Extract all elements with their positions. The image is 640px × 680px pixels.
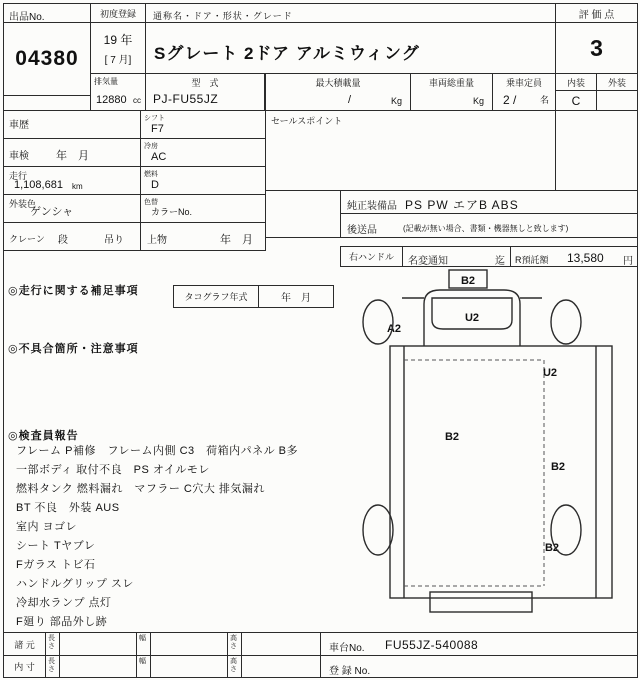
uwamono-label: 上物	[147, 235, 167, 246]
equipment-cell	[340, 190, 638, 214]
handle-label: 右ハンドル	[348, 252, 394, 262]
interior-label: 内装	[566, 77, 585, 88]
mileage-label: 走行	[9, 171, 28, 181]
specs-label-cell	[3, 632, 46, 656]
exhibit-no-label: 出品No.	[9, 12, 45, 23]
crane-dan-label: 段	[58, 235, 68, 246]
report-line: 燃料タンク 燃料漏れ マフラー C穴大 排気漏れ	[16, 483, 265, 495]
max-load-value: /	[348, 94, 352, 106]
registration-no-cell	[320, 655, 638, 678]
deposit-unit: 円	[623, 256, 633, 267]
equipment-value: PS PW エアB ABS	[405, 198, 519, 212]
specs-length-label-cell: 長さ	[45, 632, 60, 656]
inspector-heading: ◎検査員報告	[8, 430, 79, 442]
shift-label: シフト	[144, 115, 165, 122]
exhibit-no-cell	[3, 22, 91, 96]
fuel-value: D	[151, 179, 159, 191]
inspection-cell	[3, 138, 141, 167]
report-line: フレーム P補修 フレーム内側 C3 荷箱内パネル B多	[16, 445, 299, 457]
exhibit-no-blank-cell	[3, 95, 91, 111]
gross-weight-cell	[410, 73, 493, 111]
sales-point-right-blank-cell	[555, 110, 638, 191]
sales-point-cell	[265, 110, 556, 191]
first-reg-month: [ 7 月]	[104, 54, 132, 66]
chassis-no-value: FU55JZ-540088	[385, 638, 479, 652]
specs-height-label-cell: 高さ	[227, 632, 242, 656]
vehicle-name-label: 通称名・ドア・形状・グレード	[153, 11, 293, 21]
report-line: 一部ボディ 取付不良 PS オイルモレ	[16, 464, 210, 476]
fuel-label: 燃料	[144, 171, 158, 178]
ac-cell	[140, 138, 266, 167]
report-line: BT 不良 外装 AUS	[16, 502, 120, 514]
tacho-value: 年 月	[281, 293, 311, 304]
first-reg-header-cell	[90, 3, 146, 23]
inner-dims-label: 内 寸	[14, 662, 35, 672]
rear-right-damage-code: B2	[544, 542, 560, 554]
right-side-damage-code: U2	[542, 367, 558, 379]
crane-tsuri-label: 吊り	[104, 235, 124, 246]
gross-weight-unit: Kg	[472, 96, 484, 106]
name-change-cell	[402, 246, 511, 267]
front-damage-code: B2	[460, 275, 476, 287]
tacho-value-cell	[258, 285, 334, 308]
tacho-label: タコグラフ年式	[184, 292, 248, 302]
inner-dims-label-cell	[3, 655, 46, 678]
kosohin-cell	[340, 213, 638, 238]
gross-weight-label: 車両総重量	[428, 78, 475, 88]
name-header-cell	[145, 3, 556, 23]
specs-label: 諸 元	[14, 639, 35, 650]
vehicle-diagram	[356, 268, 628, 628]
report-line: Fガラス トビ石	[16, 559, 96, 571]
interior-label-cell	[555, 73, 597, 91]
capacity-unit: 名	[539, 95, 549, 105]
exterior-color-cell	[3, 194, 141, 223]
kosohin-label: 後送品	[347, 225, 377, 236]
ac-label: 冷房	[144, 143, 158, 150]
inspection-value: 年 月	[56, 150, 89, 162]
max-load-unit: Kg	[390, 96, 402, 106]
report-line: シート Tヤブレ	[16, 540, 96, 552]
displacement-unit: cc	[133, 96, 141, 105]
interior-grade: C	[571, 93, 581, 108]
interior-grade-cell	[555, 90, 597, 111]
equipment-label: 純正装備品	[347, 201, 397, 212]
exhibit-no-value: 04380	[15, 47, 79, 70]
crane-cell	[3, 222, 141, 251]
recolor-cell	[140, 194, 266, 223]
exterior-color-value: ゲンシャ	[30, 206, 74, 218]
history-cell	[3, 110, 141, 139]
deposit-cell	[510, 246, 638, 267]
tacho-label-cell	[173, 285, 259, 308]
score-value: 3	[590, 34, 603, 61]
exhibit-no-header-cell	[3, 3, 91, 23]
defect-heading: ◎不具合箇所・注意事項	[8, 343, 139, 355]
score-cell	[555, 22, 638, 74]
equipment-left-blank-cell	[265, 190, 341, 238]
specs-height-value-cell	[241, 632, 321, 656]
registration-no-label: 登 録 No.	[329, 666, 371, 677]
inner-width-value-cell	[150, 655, 228, 678]
mileage-value: 1,108,681	[14, 179, 63, 191]
kosohin-note: (記載が無い場合、書類・機器無しと致します)	[403, 224, 569, 233]
displacement-value: 12880	[96, 94, 127, 106]
inner-height-label-cell: 高さ	[227, 655, 242, 678]
vehicle-name-cell	[145, 22, 556, 74]
exterior-color-label: 外装色	[9, 199, 37, 209]
sales-point-label: セールスポイント	[271, 116, 343, 126]
capacity-label: 乗車定員	[505, 78, 543, 88]
first-reg-label: 初度登録	[99, 8, 136, 19]
uwamono-value: 年 月	[220, 234, 253, 246]
vehicle-name: Sグレート 2ドア アルミウィング	[154, 44, 420, 63]
max-load-cell	[265, 73, 411, 111]
chassis-no-label: 車台No.	[329, 643, 365, 654]
inner-length-value-cell	[59, 655, 137, 678]
score-header-cell	[555, 3, 638, 23]
exterior-label-cell	[596, 73, 638, 91]
right-panel-damage-code: B2	[550, 461, 566, 473]
model-value: PJ-FU55JZ	[153, 92, 219, 106]
chassis-no-cell	[320, 632, 638, 656]
mileage-unit: km	[72, 182, 83, 191]
specs-width-label-cell: 幅	[136, 632, 151, 656]
deposit-value: 13,580	[567, 251, 604, 265]
windshield-damage-code: U2	[464, 312, 480, 324]
until-label: 迄	[495, 256, 505, 267]
first-reg-cell	[90, 22, 146, 74]
report-line: 冷却水ランプ 点灯	[16, 597, 112, 609]
rear-left-wheel	[363, 505, 393, 555]
inner-height-value-cell	[241, 655, 321, 678]
uwamono-cell	[140, 222, 266, 251]
inspection-label: 車検	[9, 151, 29, 162]
report-line: F廻り 部品外し跡	[16, 616, 108, 628]
handle-cell	[340, 246, 403, 267]
specs-length-value-cell	[59, 632, 137, 656]
exterior-grade-cell	[596, 90, 638, 111]
recolor-label: 色替	[144, 199, 158, 206]
inspector-report-lines	[16, 442, 351, 632]
report-line: ハンドルグリップ スレ	[16, 578, 134, 590]
ac-value: AC	[151, 151, 167, 163]
cargo-box-outline	[390, 346, 612, 598]
report-line: 室内 ヨゴレ	[16, 521, 78, 533]
mileage-cell	[3, 166, 141, 195]
crane-label: クレーン	[9, 234, 45, 244]
color-no-label: カラーNo.	[151, 207, 193, 217]
score-label: 評 価 点	[578, 9, 615, 21]
rear-right-wheel	[551, 505, 581, 555]
exterior-label: 外装	[607, 77, 626, 88]
capacity-cell	[492, 73, 556, 111]
rear-bumper	[430, 592, 532, 612]
left-front-damage-code: A2	[386, 323, 402, 335]
history-label: 車歴	[9, 120, 29, 131]
front-left-wheel	[363, 300, 393, 344]
max-load-label: 最大積載量	[315, 78, 361, 88]
center-damage-code: B2	[444, 431, 460, 443]
inner-length-label-cell: 長さ	[45, 655, 60, 678]
model-cell	[145, 73, 265, 111]
displacement-cell	[90, 73, 146, 111]
fuel-cell	[140, 166, 266, 195]
shift-value: F7	[151, 123, 164, 135]
shift-cell	[140, 110, 266, 139]
first-reg-year: 19 年	[103, 32, 133, 47]
specs-width-value-cell	[150, 632, 228, 656]
inner-width-label-cell: 幅	[136, 655, 151, 678]
displacement-label: 排気量	[94, 77, 118, 86]
front-right-wheel	[551, 300, 581, 344]
deposit-label: R預託額	[515, 255, 549, 265]
capacity-value: 2 /	[503, 93, 517, 107]
model-label: 型 式	[191, 78, 219, 88]
name-change-label: 名変通知	[408, 256, 448, 267]
mileage-note-heading: ◎走行に関する補足事項	[8, 285, 139, 297]
